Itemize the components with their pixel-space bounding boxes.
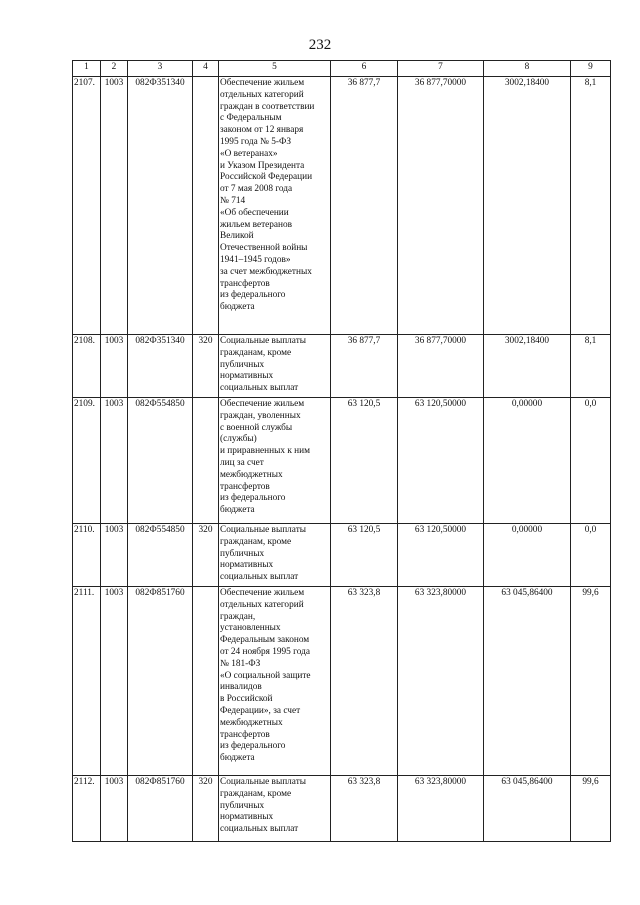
- row-number: 2108.: [73, 335, 101, 398]
- value-col6: 36 877,7: [331, 77, 398, 335]
- row-number: 2110.: [73, 523, 101, 586]
- expense-type: [193, 586, 219, 775]
- value-col6: 63 323,8: [331, 586, 398, 775]
- row-number: 2109.: [73, 397, 101, 523]
- column-header: 5: [219, 61, 331, 77]
- section-code: 1003: [101, 77, 128, 335]
- target-code: 082Ф554850: [128, 523, 193, 586]
- value-col7: 63 323,80000: [398, 775, 484, 841]
- column-header: 4: [193, 61, 219, 77]
- target-code: 082Ф554850: [128, 397, 193, 523]
- column-header: 1: [73, 61, 101, 77]
- description: Социальные выплаты гражданам, кроме публичных нормативных социальных выплат: [219, 775, 331, 841]
- description: Социальные выплаты гражданам, кроме публичных нормативных социальных выплат: [219, 335, 331, 398]
- column-header: 8: [484, 61, 571, 77]
- column-header: 9: [571, 61, 611, 77]
- expense-type: [193, 77, 219, 335]
- table-row: [73, 335, 611, 398]
- value-col9: 8,1: [571, 77, 611, 335]
- value-col6: 63 120,5: [331, 397, 398, 523]
- value-col8: 0,00000: [484, 523, 571, 586]
- value-col7: 63 120,50000: [398, 397, 484, 523]
- description: Обеспечение жильем отдельных категорий граждан, установленных Федеральным законом от 24 ноября 1995 года № 181-ФЗ «О социальной защите инвалидов в Российской Федерации», за счет межбюджетных трансфертов из федерального бюджета: [219, 586, 331, 775]
- value-col7: 36 877,70000: [398, 335, 484, 398]
- section-code: 1003: [101, 335, 128, 398]
- table-row: [73, 775, 611, 841]
- expense-type: [193, 397, 219, 523]
- target-code: 082Ф851760: [128, 586, 193, 775]
- target-code: 082Ф851760: [128, 775, 193, 841]
- value-col9: 99,6: [571, 775, 611, 841]
- value-col9: 0,0: [571, 397, 611, 523]
- column-header: 2: [101, 61, 128, 77]
- value-col7: 63 323,80000: [398, 586, 484, 775]
- table-row: [73, 77, 611, 335]
- description: Обеспечение жильем отдельных категорий граждан в соответствии с Федеральным законом от 12 января 1995 года № 5-ФЗ «О ветеранах» и Указом Президента Российской Федерации от 7 мая 2008 года № 714 «Об обеспечении жильем ветеранов Великой Отечественной войны 1941–1945 годов» за счет межбюджетных трансфертов из федерального бюджета: [219, 77, 331, 335]
- value-col6: 63 323,8: [331, 775, 398, 841]
- value-col8: 63 045,86400: [484, 775, 571, 841]
- section-code: 1003: [101, 523, 128, 586]
- table-row: [73, 397, 611, 523]
- table-header-row: [73, 61, 611, 77]
- row-number: 2112.: [73, 775, 101, 841]
- value-col8: 0,00000: [484, 397, 571, 523]
- row-number: 2111.: [73, 586, 101, 775]
- description: Социальные выплаты гражданам, кроме публичных нормативных социальных выплат: [219, 523, 331, 586]
- target-code: 082Ф351340: [128, 335, 193, 398]
- value-col9: 0,0: [571, 523, 611, 586]
- column-header: 7: [398, 61, 484, 77]
- table-row: [73, 586, 611, 775]
- section-code: 1003: [101, 775, 128, 841]
- table-row: [73, 523, 611, 586]
- expense-type: 320: [193, 335, 219, 398]
- value-col8: 63 045,86400: [484, 586, 571, 775]
- section-code: 1003: [101, 397, 128, 523]
- row-number: 2107.: [73, 77, 101, 335]
- value-col7: 63 120,50000: [398, 523, 484, 586]
- description: Обеспечение жильем граждан, уволенных с военной службы (службы) и приравненных к ним лиц за счет межбюджетных трансфертов из федерального бюджета: [219, 397, 331, 523]
- section-code: 1003: [101, 586, 128, 775]
- value-col8: 3002,18400: [484, 335, 571, 398]
- value-col9: 8,1: [571, 335, 611, 398]
- value-col8: 3002,18400: [484, 77, 571, 335]
- page-number: 232: [308, 37, 332, 53]
- value-col6: 63 120,5: [331, 523, 398, 586]
- target-code: 082Ф351340: [128, 77, 193, 335]
- value-col9: 99,6: [571, 586, 611, 775]
- column-header: 3: [128, 61, 193, 77]
- column-header: 6: [331, 61, 398, 77]
- value-col7: 36 877,70000: [398, 77, 484, 335]
- expense-type: 320: [193, 523, 219, 586]
- value-col6: 36 877,7: [331, 335, 398, 398]
- budget-table: [72, 60, 611, 842]
- expense-type: 320: [193, 775, 219, 841]
